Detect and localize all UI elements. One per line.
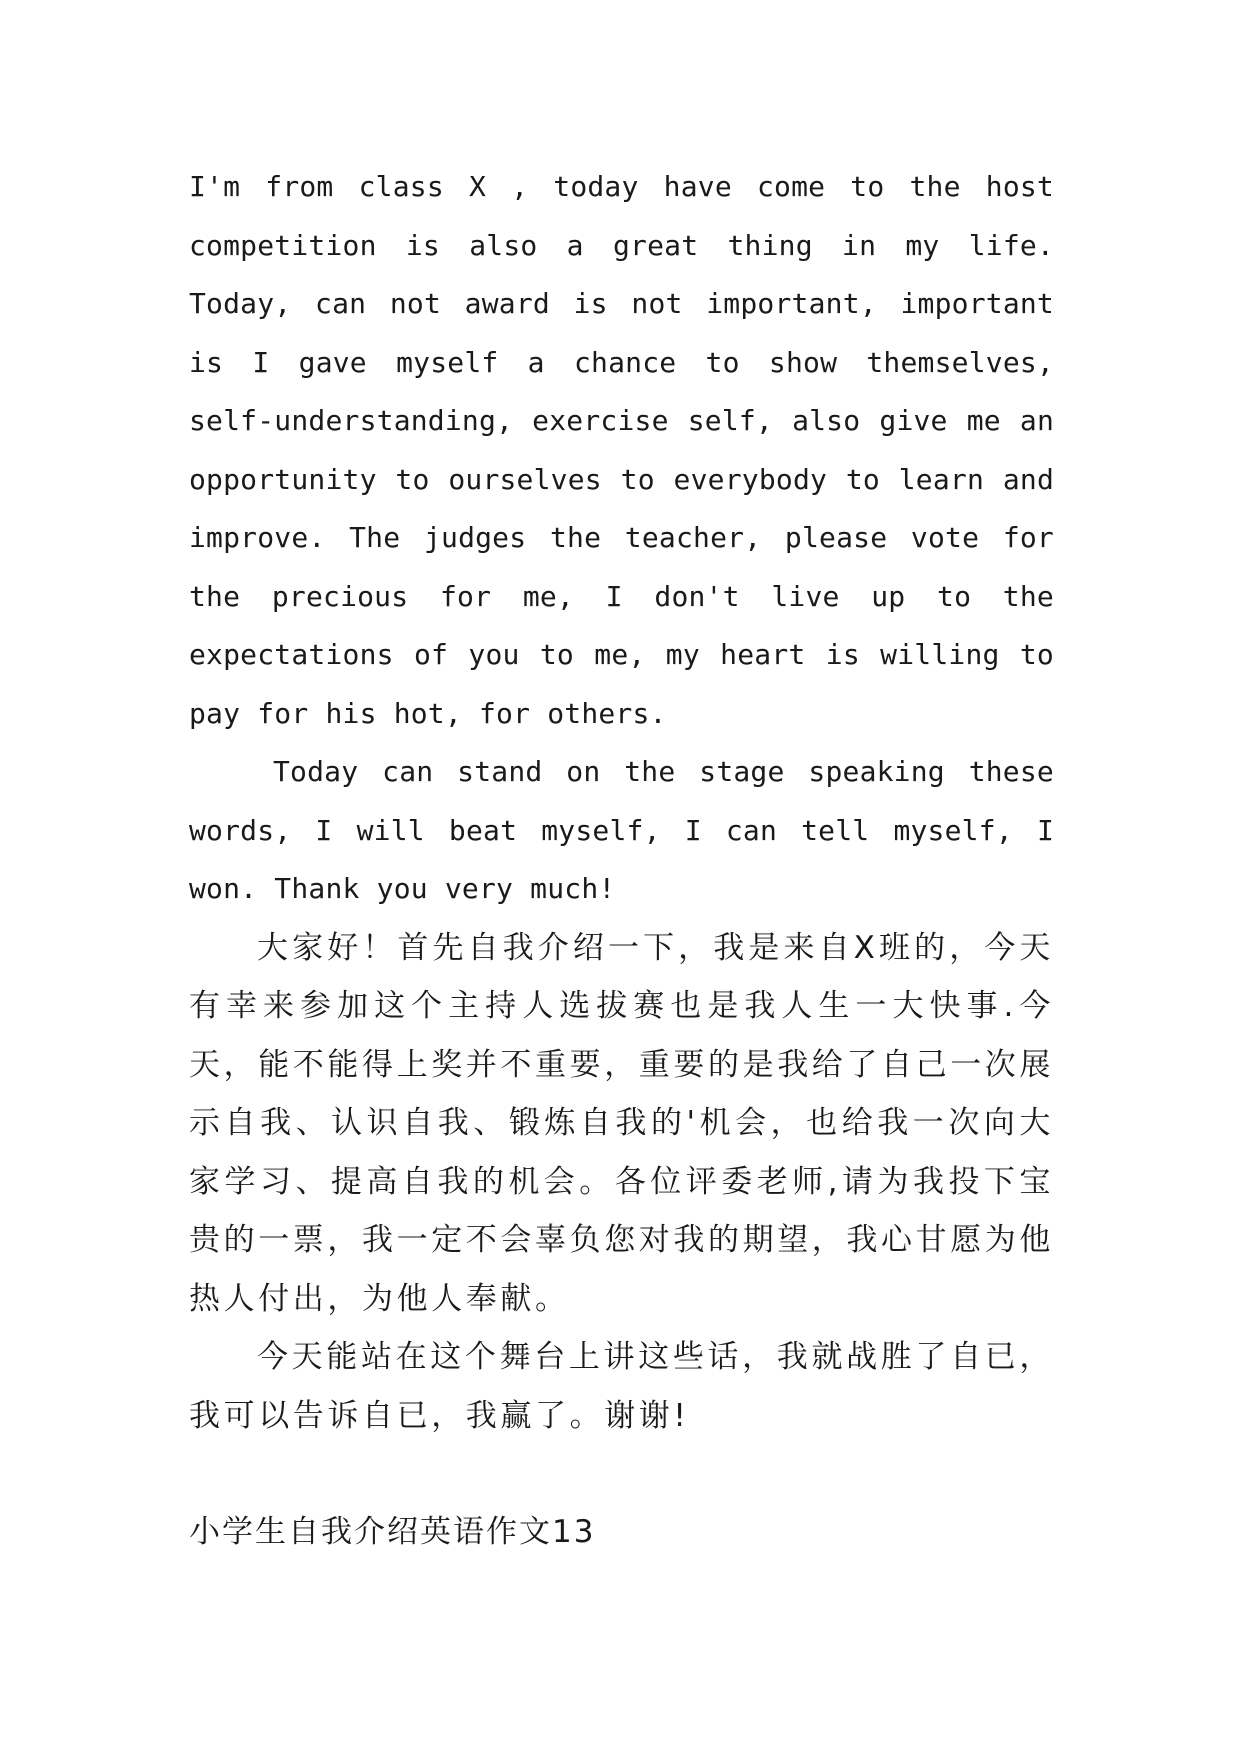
document-page (189, 158, 1054, 1562)
english-paragraph-2: Today can stand on the stage speaking these words, I will beat myself, I can tell myself, I won. Thank you very much! (189, 755, 1054, 905)
paragraph-spacer (189, 1445, 1054, 1503)
english-paragraph-1: I'm from class X , today have come to the host competition is also a great thing in my life. Today, can not award is not important, important is I gave myself a chance to show themselves, self-understanding, exercise self, also give me an opportunity to ourselves to everybody to learn and improve. The judges the teacher, please vote for the precious for me, I don't live up to the expectations of you to me, my heart is willing to pay for his hot, for others. (189, 170, 1054, 730)
section-heading: 小学生自我介绍英语作文13 (189, 1514, 596, 1550)
chinese-paragraph-2: 今天能站在这个舞台上讲这些话，我就战胜了自已，我可以告诉自已，我赢了。谢谢! (189, 1339, 1054, 1434)
chinese-paragraph-1: 大家好！首先自我介绍一下，我是来自X班的，今天有幸来参加这个主持人选拔赛也是我人生一大快事.今天，能不能得上奖并不重要，重要的是我给了自己一次展示自我、认识自我、锻炼自我的'机会，也给我一次向大家学习、提高自我的机会。各位评委老师,请为我投下宝贵的一票，我一定不会辜负您对我的期望，我心甘愿为他热人付出，为他人奉献。 (189, 929, 1054, 1317)
